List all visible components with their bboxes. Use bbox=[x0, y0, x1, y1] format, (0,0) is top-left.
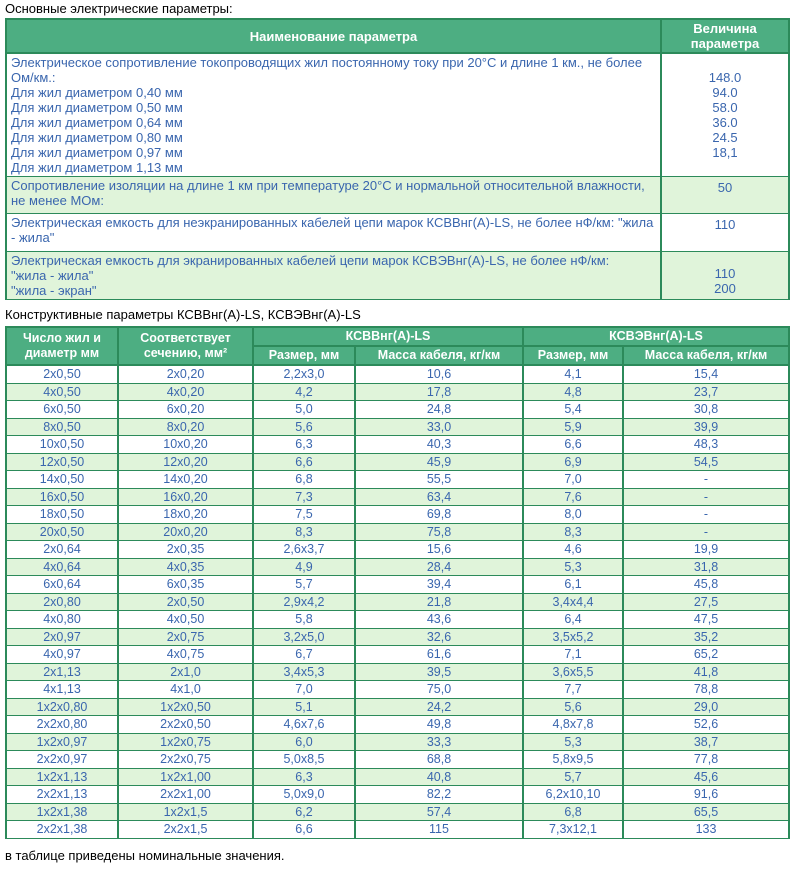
table-row bbox=[6, 177, 789, 214]
data-cell: 2х2х1,38 bbox=[6, 821, 118, 839]
table-row bbox=[6, 593, 789, 611]
data-cell: 5,6 bbox=[253, 418, 355, 436]
table-row bbox=[6, 365, 789, 383]
data-cell: 65,5 bbox=[623, 803, 789, 821]
data-cell: 45,9 bbox=[355, 453, 523, 471]
data-cell: 6,2 bbox=[253, 803, 355, 821]
section-title: Конструктивные параметры КСВВнг(А)-LS, КСВЭВнг(А)-LS bbox=[5, 307, 361, 322]
data-cell: 24,8 bbox=[355, 401, 523, 419]
data-cell: 2х1,13 bbox=[6, 663, 118, 681]
data-cell: 1х2х0,80 bbox=[6, 698, 118, 716]
data-cell: 5,0х8,5 bbox=[253, 751, 355, 769]
table-row bbox=[6, 523, 789, 541]
data-cell: 6х0,50 bbox=[6, 401, 118, 419]
data-cell: 15,4 bbox=[623, 365, 789, 383]
data-cell: 2х0,50 bbox=[118, 593, 253, 611]
table-row bbox=[6, 698, 789, 716]
data-cell: 8,3 bbox=[253, 523, 355, 541]
data-cell: 1х2х0,50 bbox=[118, 698, 253, 716]
data-cell: 14х0,50 bbox=[6, 471, 118, 489]
data-cell: 4,9 bbox=[253, 558, 355, 576]
data-cell: 54,5 bbox=[623, 453, 789, 471]
parameter-value-cell: 110 200 bbox=[661, 252, 789, 300]
data-cell: 5,3 bbox=[523, 733, 623, 751]
table-row bbox=[6, 418, 789, 436]
table-row bbox=[6, 436, 789, 454]
data-cell: 3,4х5,3 bbox=[253, 663, 355, 681]
table-row bbox=[6, 252, 789, 300]
data-cell: 2х0,64 bbox=[6, 541, 118, 559]
data-cell: 4х0,97 bbox=[6, 646, 118, 664]
data-cell: 6,2х10,10 bbox=[523, 786, 623, 804]
data-cell: 4,6х7,6 bbox=[253, 716, 355, 734]
data-cell: 40,3 bbox=[355, 436, 523, 454]
data-cell: 29,0 bbox=[623, 698, 789, 716]
data-cell: 55,5 bbox=[355, 471, 523, 489]
col-header-ksvv-size: Размер, мм bbox=[253, 346, 355, 365]
data-cell: 16х0,20 bbox=[118, 488, 253, 506]
page-title: Основные электрические параметры: bbox=[5, 1, 233, 16]
data-cell: 12х0,20 bbox=[118, 453, 253, 471]
data-cell: 133 bbox=[623, 821, 789, 839]
data-cell: 4х1,13 bbox=[6, 681, 118, 699]
construction-params-table bbox=[5, 326, 790, 839]
table-row bbox=[6, 611, 789, 629]
table-row bbox=[6, 506, 789, 524]
data-cell: 20х0,20 bbox=[118, 523, 253, 541]
table-row bbox=[6, 541, 789, 559]
data-cell: 4х0,50 bbox=[6, 383, 118, 401]
data-cell: 2х1,0 bbox=[118, 663, 253, 681]
data-cell: 24,2 bbox=[355, 698, 523, 716]
table-row bbox=[6, 214, 789, 252]
col-header-parameter-value: Величина параметра bbox=[661, 19, 789, 53]
data-cell: 43,6 bbox=[355, 611, 523, 629]
table-group-header-row bbox=[6, 327, 789, 346]
data-cell: 4х0,80 bbox=[6, 611, 118, 629]
data-cell: - bbox=[623, 471, 789, 489]
data-cell: 31,8 bbox=[623, 558, 789, 576]
data-cell: 48,3 bbox=[623, 436, 789, 454]
table-row bbox=[6, 53, 789, 177]
parameter-value-cell: 148.0 94.0 58.0 36.0 24.5 18,1 bbox=[661, 53, 789, 177]
table-row bbox=[6, 453, 789, 471]
data-cell: 6,6 bbox=[253, 821, 355, 839]
data-cell: 77,8 bbox=[623, 751, 789, 769]
data-cell: 3,4х4,4 bbox=[523, 593, 623, 611]
data-cell: 3,2х5,0 bbox=[253, 628, 355, 646]
data-cell: 6,8 bbox=[523, 803, 623, 821]
data-cell: 2х2х0,97 bbox=[6, 751, 118, 769]
data-cell: 10х0,50 bbox=[6, 436, 118, 454]
col-header-cross-section: Соответствует сечению, мм² bbox=[118, 327, 253, 365]
table-row bbox=[6, 733, 789, 751]
data-cell: 7,6 bbox=[523, 488, 623, 506]
table-row bbox=[6, 751, 789, 769]
data-cell: 2х2х1,00 bbox=[118, 786, 253, 804]
parameter-name-cell: Электрическое сопротивление токопроводящих жил постоянному току при 20°С и длине 1 км., не более Ом/км.: Для жил диаметром 0,40 мм Для жил диаметром 0,50 мм Для жил диаметром 0,64 мм Для жил диаметром 0,80 мм Для жил диаметром 0,97 мм Для жил диаметром 1,13 мм bbox=[6, 53, 661, 177]
data-cell: 61,6 bbox=[355, 646, 523, 664]
data-cell: 5,9 bbox=[523, 418, 623, 436]
data-cell: 2х0,80 bbox=[6, 593, 118, 611]
parameter-value-cell: 110 bbox=[661, 214, 789, 252]
data-cell: 5,4 bbox=[523, 401, 623, 419]
data-cell: 6,9 bbox=[523, 453, 623, 471]
data-cell: 8,3 bbox=[523, 523, 623, 541]
table-row bbox=[6, 663, 789, 681]
data-cell: 4,6 bbox=[523, 541, 623, 559]
data-cell: 1х2х1,5 bbox=[118, 803, 253, 821]
data-cell: 27,5 bbox=[623, 593, 789, 611]
data-cell: 20х0,50 bbox=[6, 523, 118, 541]
data-cell: - bbox=[623, 523, 789, 541]
data-cell: 18х0,20 bbox=[118, 506, 253, 524]
data-cell: 7,0 bbox=[253, 681, 355, 699]
data-cell: 10х0,20 bbox=[118, 436, 253, 454]
table-row bbox=[6, 383, 789, 401]
data-cell: 2х2х0,80 bbox=[6, 716, 118, 734]
data-cell: 3,6х5,5 bbox=[523, 663, 623, 681]
data-cell: 2х0,50 bbox=[6, 365, 118, 383]
col-header-parameter-name: Наименование параметра bbox=[6, 19, 661, 53]
table-row bbox=[6, 786, 789, 804]
data-cell: 2х0,35 bbox=[118, 541, 253, 559]
parameter-name-cell: Электрическая емкость для экранированных кабелей цепи марок КСВЭВнг(А)-LS, не более нФ/км: "жила - жила" "жила - экран" bbox=[6, 252, 661, 300]
col-header-ksvev-mass: Масса кабеля, кг/км bbox=[623, 346, 789, 365]
data-cell: - bbox=[623, 506, 789, 524]
table-row bbox=[6, 628, 789, 646]
data-cell: 4х0,20 bbox=[118, 383, 253, 401]
parameter-value-cell: 50 bbox=[661, 177, 789, 214]
parameter-name-cell: Сопротивление изоляции на длине 1 км при температуре 20°С и нормальной относительной влажности, не менее МОм: bbox=[6, 177, 661, 214]
data-cell: 16х0,50 bbox=[6, 488, 118, 506]
data-cell: 45,6 bbox=[623, 768, 789, 786]
data-cell: 63,4 bbox=[355, 488, 523, 506]
data-cell: 6,7 bbox=[253, 646, 355, 664]
table-row bbox=[6, 768, 789, 786]
data-cell: 6,3 bbox=[253, 768, 355, 786]
table-row bbox=[6, 576, 789, 594]
data-cell: 5,0х9,0 bbox=[253, 786, 355, 804]
data-cell: 2х2х1,13 bbox=[6, 786, 118, 804]
data-cell: 15,6 bbox=[355, 541, 523, 559]
data-cell: 5,8х9,5 bbox=[523, 751, 623, 769]
data-cell: 6х0,35 bbox=[118, 576, 253, 594]
data-cell: 32,6 bbox=[355, 628, 523, 646]
data-cell: 6,3 bbox=[253, 436, 355, 454]
data-cell: 8х0,20 bbox=[118, 418, 253, 436]
table-row bbox=[6, 558, 789, 576]
data-cell: 7,7 bbox=[523, 681, 623, 699]
table-row bbox=[6, 821, 789, 839]
data-cell: 5,7 bbox=[253, 576, 355, 594]
data-cell: 41,8 bbox=[623, 663, 789, 681]
table-row bbox=[6, 488, 789, 506]
data-cell: 82,2 bbox=[355, 786, 523, 804]
data-cell: 5,8 bbox=[253, 611, 355, 629]
col-header-ksvv-mass: Масса кабеля, кг/км bbox=[355, 346, 523, 365]
data-cell: 6,6 bbox=[253, 453, 355, 471]
data-cell: 6,0 bbox=[253, 733, 355, 751]
data-cell: 4,8 bbox=[523, 383, 623, 401]
col-header-cores-diameter: Число жил и диаметр мм bbox=[6, 327, 118, 365]
data-cell: 6,6 bbox=[523, 436, 623, 454]
data-cell: 5,3 bbox=[523, 558, 623, 576]
table-header-row bbox=[6, 19, 789, 53]
data-cell: 6,4 bbox=[523, 611, 623, 629]
data-cell: 7,0 bbox=[523, 471, 623, 489]
data-cell: 69,8 bbox=[355, 506, 523, 524]
table-row bbox=[6, 803, 789, 821]
data-cell: 45,8 bbox=[623, 576, 789, 594]
data-cell: 68,8 bbox=[355, 751, 523, 769]
data-cell: 4х0,75 bbox=[118, 646, 253, 664]
data-cell: 7,3 bbox=[253, 488, 355, 506]
data-cell: 39,9 bbox=[623, 418, 789, 436]
data-cell: 78,8 bbox=[623, 681, 789, 699]
electrical-params-table bbox=[5, 18, 790, 300]
data-cell: 19,9 bbox=[623, 541, 789, 559]
data-cell: 4х0,64 bbox=[6, 558, 118, 576]
data-cell: 1х2х1,13 bbox=[6, 768, 118, 786]
data-cell: 4,8х7,8 bbox=[523, 716, 623, 734]
col-header-ksvev-size: Размер, мм bbox=[523, 346, 623, 365]
data-cell: 12х0,50 bbox=[6, 453, 118, 471]
data-cell: 28,4 bbox=[355, 558, 523, 576]
data-cell: 4х0,50 bbox=[118, 611, 253, 629]
data-cell: 4х0,35 bbox=[118, 558, 253, 576]
data-cell: 1х2х1,00 bbox=[118, 768, 253, 786]
data-cell: 17,8 bbox=[355, 383, 523, 401]
data-cell: 1х2х1,38 bbox=[6, 803, 118, 821]
footnote: в таблице приведены номинальные значения. bbox=[5, 847, 285, 863]
data-cell: 75,0 bbox=[355, 681, 523, 699]
data-cell: 5,0 bbox=[253, 401, 355, 419]
data-cell: 4,1 bbox=[523, 365, 623, 383]
data-cell: 33,0 bbox=[355, 418, 523, 436]
table-row bbox=[6, 681, 789, 699]
data-cell: 2,2х3,0 bbox=[253, 365, 355, 383]
data-cell: 6х0,20 bbox=[118, 401, 253, 419]
data-cell: 5,1 bbox=[253, 698, 355, 716]
data-cell: 39,5 bbox=[355, 663, 523, 681]
data-cell: 2х0,97 bbox=[6, 628, 118, 646]
data-cell: 6,1 bbox=[523, 576, 623, 594]
data-cell: 57,4 bbox=[355, 803, 523, 821]
data-cell: 7,5 bbox=[253, 506, 355, 524]
data-cell: 5,7 bbox=[523, 768, 623, 786]
data-cell: 1х2х0,97 bbox=[6, 733, 118, 751]
data-cell: 2,6х3,7 bbox=[253, 541, 355, 559]
data-cell: 10,6 bbox=[355, 365, 523, 383]
data-cell: - bbox=[623, 488, 789, 506]
data-cell: 4,2 bbox=[253, 383, 355, 401]
data-cell: 14х0,20 bbox=[118, 471, 253, 489]
data-cell: 52,6 bbox=[623, 716, 789, 734]
data-cell: 23,7 bbox=[623, 383, 789, 401]
table-row bbox=[6, 716, 789, 734]
data-cell: 2х0,75 bbox=[118, 628, 253, 646]
data-cell: 35,2 bbox=[623, 628, 789, 646]
data-cell: 21,8 bbox=[355, 593, 523, 611]
data-cell: 4х1,0 bbox=[118, 681, 253, 699]
data-cell: 5,6 bbox=[523, 698, 623, 716]
data-cell: 8,0 bbox=[523, 506, 623, 524]
data-cell: 6х0,64 bbox=[6, 576, 118, 594]
data-cell: 8х0,50 bbox=[6, 418, 118, 436]
data-cell: 3,5х5,2 bbox=[523, 628, 623, 646]
data-cell: 7,1 bbox=[523, 646, 623, 664]
data-cell: 30,8 bbox=[623, 401, 789, 419]
data-cell: 115 bbox=[355, 821, 523, 839]
data-cell: 7,3х12,1 bbox=[523, 821, 623, 839]
data-cell: 2,9х4,2 bbox=[253, 593, 355, 611]
data-cell: 18х0,50 bbox=[6, 506, 118, 524]
data-cell: 33,3 bbox=[355, 733, 523, 751]
group-header-ksvv: КСВВнг(А)-LS bbox=[253, 327, 523, 346]
data-cell: 65,2 bbox=[623, 646, 789, 664]
data-cell: 49,8 bbox=[355, 716, 523, 734]
group-header-ksvev: КСВЭВнг(А)-LS bbox=[523, 327, 789, 346]
data-cell: 6,8 bbox=[253, 471, 355, 489]
data-cell: 2х2х0,75 bbox=[118, 751, 253, 769]
data-cell: 40,8 bbox=[355, 768, 523, 786]
data-cell: 38,7 bbox=[623, 733, 789, 751]
parameter-name-cell: Электрическая емкость для неэкранированных кабелей цепи марок КСВВнг(А)-LS, не более нФ/км: "жила - жила" bbox=[6, 214, 661, 252]
data-cell: 75,8 bbox=[355, 523, 523, 541]
data-cell: 2х2х1,5 bbox=[118, 821, 253, 839]
data-cell: 1х2х0,75 bbox=[118, 733, 253, 751]
table-row bbox=[6, 471, 789, 489]
data-cell: 47,5 bbox=[623, 611, 789, 629]
data-cell: 39,4 bbox=[355, 576, 523, 594]
table-row bbox=[6, 401, 789, 419]
data-cell: 91,6 bbox=[623, 786, 789, 804]
data-cell: 2х0,20 bbox=[118, 365, 253, 383]
data-cell: 2х2х0,50 bbox=[118, 716, 253, 734]
table-row bbox=[6, 646, 789, 664]
